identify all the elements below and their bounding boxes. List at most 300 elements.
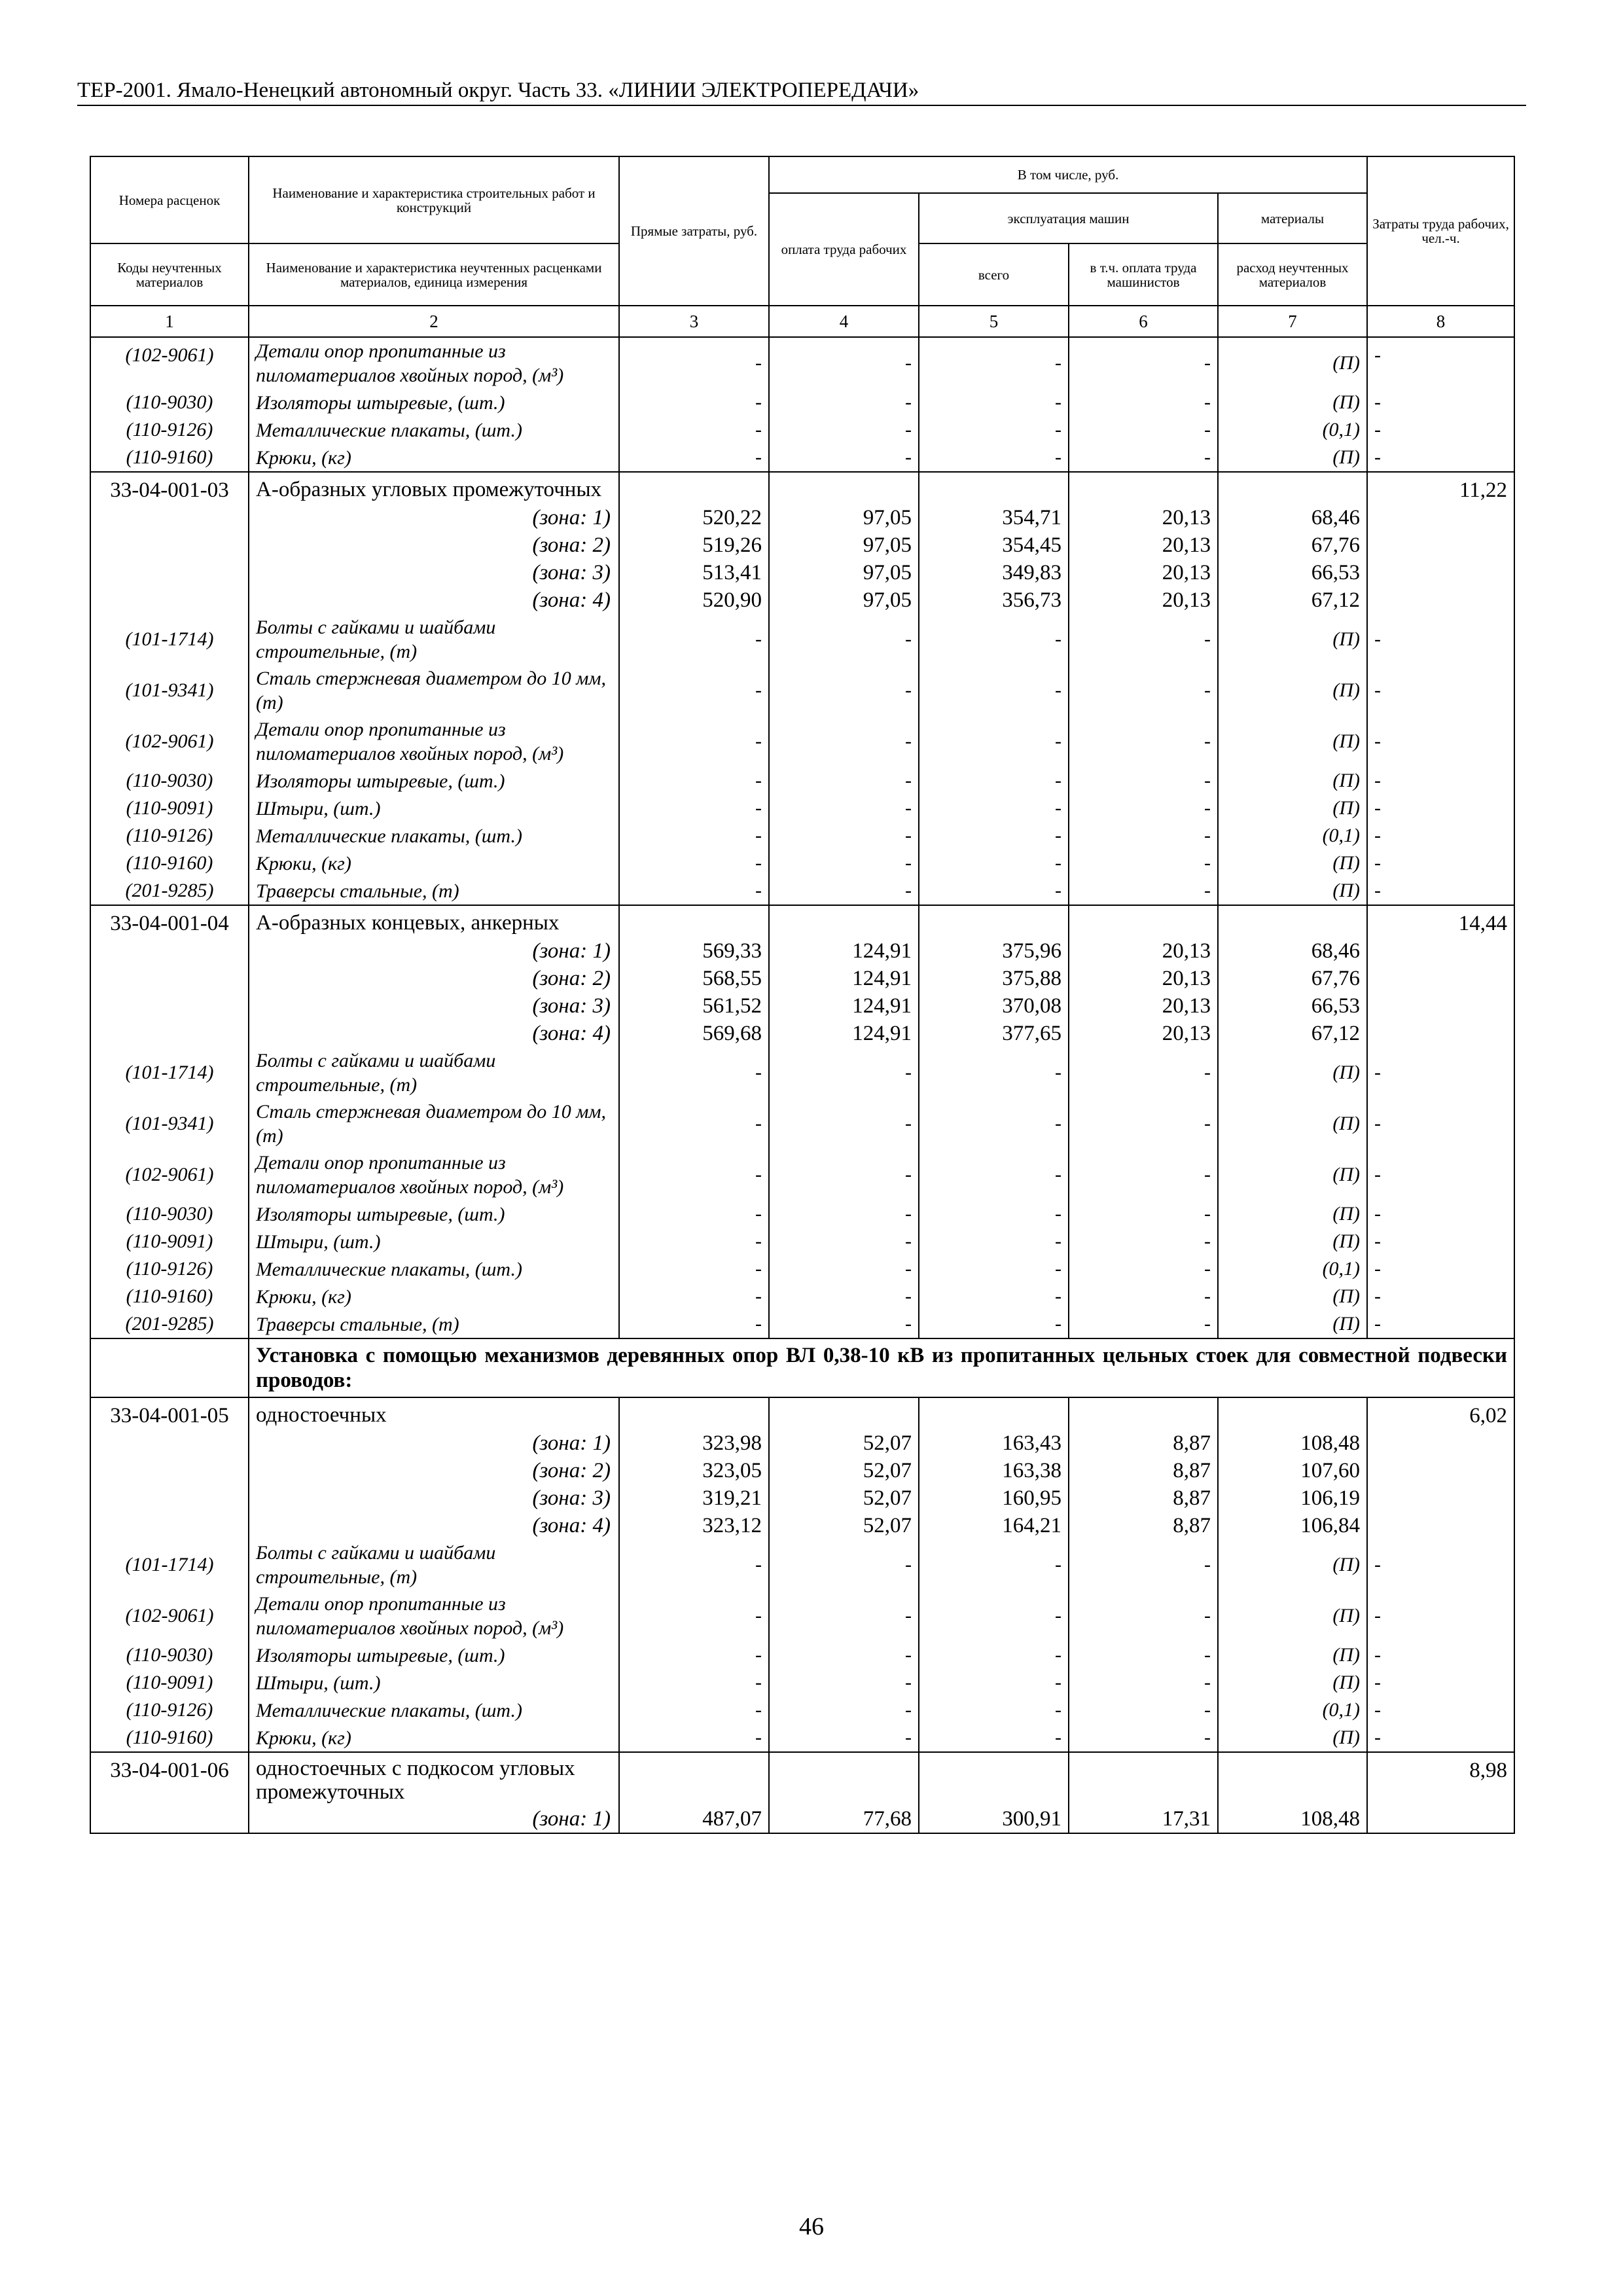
- material-name: Крюки, (кг): [249, 1724, 619, 1752]
- page-header: ТЕР-2001. Ямало-Ненецкий автономный округ. Часть 33. «ЛИНИИ ЭЛЕКТРОПЕРЕДАЧИ»: [77, 79, 919, 102]
- empty-cell: [1367, 1429, 1514, 1457]
- direct-costs: 568,55: [619, 965, 769, 992]
- dash-cell: -: [769, 1696, 919, 1724]
- material-row: [90, 444, 1514, 472]
- direct-costs: 487,07: [619, 1805, 769, 1833]
- material-name: Штыри, (шт.): [249, 1669, 619, 1696]
- material-code: (110-9030): [90, 767, 249, 795]
- empty-cell: [1069, 1752, 1218, 1805]
- machinist-pay: 20,13: [1069, 531, 1218, 559]
- machine-total: 354,71: [919, 504, 1069, 531]
- zone-row: [90, 937, 1514, 965]
- dash-cell: -: [1367, 416, 1514, 444]
- dash-cell: -: [769, 767, 919, 795]
- dash-cell: -: [1367, 1310, 1514, 1338]
- material-code: (110-9160): [90, 1283, 249, 1310]
- direct-costs: 561,52: [619, 992, 769, 1020]
- dash-cell: -: [769, 614, 919, 665]
- material-row: [90, 1200, 1514, 1228]
- machine-total: 375,96: [919, 937, 1069, 965]
- material-code: (110-9160): [90, 1724, 249, 1752]
- material-row: [90, 767, 1514, 795]
- empty-cell: [1218, 1752, 1367, 1805]
- rate-title: одностоечных с подкосом угловых промежуточных: [249, 1752, 619, 1805]
- zone-row: [90, 1020, 1514, 1047]
- dash-cell: -: [619, 1098, 769, 1149]
- labor-pay: 124,91: [769, 965, 919, 992]
- empty-cell: [1367, 1512, 1514, 1539]
- material-row: [90, 1669, 1514, 1696]
- material-usage: (П): [1218, 614, 1367, 665]
- dash-cell: -: [919, 665, 1069, 716]
- material-usage: (П): [1218, 1310, 1367, 1338]
- table-body: [90, 337, 1514, 1833]
- dash-cell: -: [769, 1724, 919, 1752]
- dash-cell: -: [1367, 1590, 1514, 1641]
- material-name: Детали опор пропитанные из пиломатериалов хвойных пород, (м³): [249, 1590, 619, 1641]
- dash-cell: -: [1069, 1200, 1218, 1228]
- materials-cost: 67,12: [1218, 586, 1367, 614]
- material-row: [90, 337, 1514, 389]
- material-name: Крюки, (кг): [249, 850, 619, 877]
- table-header: [90, 156, 1514, 337]
- empty-cell: [1069, 1397, 1218, 1429]
- materials-cost: 68,46: [1218, 937, 1367, 965]
- dash-cell: -: [919, 1641, 1069, 1669]
- empty-cell: [90, 1512, 249, 1539]
- material-row: [90, 1590, 1514, 1641]
- material-usage: (П): [1218, 1641, 1367, 1669]
- zone-label: (зона: 2): [249, 1457, 619, 1484]
- dash-cell: -: [1367, 1669, 1514, 1696]
- material-code: (201-9285): [90, 1310, 249, 1338]
- materials-cost: 66,53: [1218, 992, 1367, 1020]
- dash-cell: -: [919, 1200, 1069, 1228]
- dash-cell: -: [919, 337, 1069, 389]
- empty-cell: [619, 1752, 769, 1805]
- dash-cell: -: [919, 1696, 1069, 1724]
- material-row: [90, 877, 1514, 905]
- material-name: Изоляторы штыревые, (шт.): [249, 1200, 619, 1228]
- empty-cell: [1069, 905, 1218, 937]
- dash-cell: -: [1367, 767, 1514, 795]
- material-usage: (П): [1218, 1098, 1367, 1149]
- dash-cell: -: [619, 850, 769, 877]
- dash-cell: -: [769, 1228, 919, 1255]
- material-usage: (П): [1218, 1149, 1367, 1200]
- header-labor-pay: оплата труда рабочих: [769, 193, 919, 306]
- material-usage: (П): [1218, 1724, 1367, 1752]
- rate-title: А-образных угловых промежуточных: [249, 472, 619, 504]
- machinist-pay: 20,13: [1069, 1020, 1218, 1047]
- dash-cell: -: [1367, 1200, 1514, 1228]
- material-row: [90, 1310, 1514, 1338]
- dash-cell: -: [619, 795, 769, 822]
- header-material-name: Наименование и характеристика неучтенных расценками материалов, единица измерения: [249, 243, 619, 306]
- material-name: Металлические плакаты, (шт.): [249, 1255, 619, 1283]
- zone-label: (зона: 1): [249, 1429, 619, 1457]
- header-rate-number: Номера расценок: [90, 156, 249, 243]
- header-material-usage: расход неучтенных материалов: [1218, 243, 1367, 306]
- empty-cell: [1069, 472, 1218, 504]
- dash-cell: -: [1069, 1590, 1218, 1641]
- dash-cell: -: [1367, 1047, 1514, 1098]
- dash-cell: -: [619, 1696, 769, 1724]
- dash-cell: -: [919, 795, 1069, 822]
- material-usage: (0,1): [1218, 822, 1367, 850]
- material-row: [90, 1283, 1514, 1310]
- material-usage: (П): [1218, 767, 1367, 795]
- dash-cell: -: [619, 1255, 769, 1283]
- dash-cell: -: [1069, 1283, 1218, 1310]
- empty-cell: [619, 905, 769, 937]
- material-name: Металлические плакаты, (шт.): [249, 416, 619, 444]
- empty-cell: [769, 1752, 919, 1805]
- dash-cell: -: [619, 1310, 769, 1338]
- dash-cell: -: [769, 1149, 919, 1200]
- material-usage: (П): [1218, 1228, 1367, 1255]
- empty-cell: [1367, 1020, 1514, 1047]
- dash-cell: -: [919, 767, 1069, 795]
- dash-cell: -: [1367, 1696, 1514, 1724]
- dash-cell: -: [1367, 614, 1514, 665]
- empty-cell: [919, 472, 1069, 504]
- dash-cell: -: [919, 1283, 1069, 1310]
- empty-cell: [919, 905, 1069, 937]
- labor-costs: 14,44: [1367, 905, 1514, 937]
- dash-cell: -: [919, 716, 1069, 767]
- header-material-code: Коды неучтенных материалов: [90, 243, 249, 306]
- dash-cell: -: [619, 1724, 769, 1752]
- dash-cell: -: [1367, 665, 1514, 716]
- machine-total: 354,45: [919, 531, 1069, 559]
- material-row: [90, 1047, 1514, 1098]
- material-name: Изоляторы штыревые, (шт.): [249, 1641, 619, 1669]
- dash-cell: -: [919, 389, 1069, 416]
- material-usage: (П): [1218, 1669, 1367, 1696]
- rate-row: [90, 1397, 1514, 1429]
- header-work-name: Наименование и характеристика строительных работ и конструкций: [249, 156, 619, 243]
- material-name: Изоляторы штыревые, (шт.): [249, 767, 619, 795]
- dash-cell: -: [619, 1047, 769, 1098]
- labor-costs: 8,98: [1367, 1752, 1514, 1805]
- machinist-pay: 17,31: [1069, 1805, 1218, 1833]
- material-usage: (П): [1218, 1590, 1367, 1641]
- empty-cell: [90, 1805, 249, 1833]
- materials-cost: 106,19: [1218, 1484, 1367, 1512]
- machine-total: 370,08: [919, 992, 1069, 1020]
- rate-code: 33-04-001-06: [90, 1752, 249, 1805]
- materials-cost: 67,12: [1218, 1020, 1367, 1047]
- empty-cell: [769, 1397, 919, 1429]
- material-code: (110-9091): [90, 1228, 249, 1255]
- material-name: Болты с гайками и шайбами строительные, (т): [249, 1047, 619, 1098]
- zone-label: (зона: 4): [249, 1020, 619, 1047]
- material-name: Металлические плакаты, (шт.): [249, 1696, 619, 1724]
- empty-cell: [90, 1429, 249, 1457]
- material-code: (110-9126): [90, 822, 249, 850]
- empty-cell: [1218, 1397, 1367, 1429]
- dash-cell: -: [1069, 1539, 1218, 1590]
- dash-cell: -: [919, 822, 1069, 850]
- dash-cell: -: [1069, 1149, 1218, 1200]
- material-name: Сталь стержневая диаметром до 10 мм, (т): [249, 665, 619, 716]
- zone-row: [90, 531, 1514, 559]
- dash-cell: -: [919, 444, 1069, 472]
- machine-total: 160,95: [919, 1484, 1069, 1512]
- column-number: 5: [919, 306, 1069, 337]
- dash-cell: -: [1069, 822, 1218, 850]
- machine-total: 356,73: [919, 586, 1069, 614]
- dash-cell: -: [1367, 822, 1514, 850]
- material-usage: (П): [1218, 1047, 1367, 1098]
- zone-label: (зона: 3): [249, 1484, 619, 1512]
- dash-cell: -: [1069, 1098, 1218, 1149]
- labor-pay: 52,07: [769, 1457, 919, 1484]
- materials-cost: 67,76: [1218, 965, 1367, 992]
- labor-pay: 77,68: [769, 1805, 919, 1833]
- material-name: Сталь стержневая диаметром до 10 мм, (т): [249, 1098, 619, 1149]
- machine-total: 300,91: [919, 1805, 1069, 1833]
- dash-cell: -: [769, 444, 919, 472]
- dash-cell: -: [769, 822, 919, 850]
- dash-cell: -: [1069, 850, 1218, 877]
- dash-cell: -: [919, 877, 1069, 905]
- dash-cell: -: [919, 1047, 1069, 1098]
- machine-total: 375,88: [919, 965, 1069, 992]
- dash-cell: -: [769, 337, 919, 389]
- header-direct-costs: Прямые затраты, руб.: [619, 156, 769, 306]
- dash-cell: -: [919, 1669, 1069, 1696]
- machinist-pay: 20,13: [1069, 992, 1218, 1020]
- dash-cell: -: [919, 416, 1069, 444]
- labor-pay: 124,91: [769, 1020, 919, 1047]
- empty-cell: [919, 1397, 1069, 1429]
- zone-row: [90, 1805, 1514, 1833]
- empty-cell: [1367, 1457, 1514, 1484]
- material-code: (110-9160): [90, 444, 249, 472]
- dash-cell: -: [1069, 337, 1218, 389]
- material-row: [90, 1724, 1514, 1752]
- material-code: (110-9030): [90, 389, 249, 416]
- material-code: (101-1714): [90, 1539, 249, 1590]
- machinist-pay: 8,87: [1069, 1429, 1218, 1457]
- materials-cost: 107,60: [1218, 1457, 1367, 1484]
- direct-costs: 569,68: [619, 1020, 769, 1047]
- material-code: (110-9030): [90, 1641, 249, 1669]
- material-row: [90, 1641, 1514, 1669]
- dash-cell: -: [919, 1149, 1069, 1200]
- zone-label: (зона: 1): [249, 1805, 619, 1833]
- direct-costs: 520,22: [619, 504, 769, 531]
- dash-cell: -: [1069, 1724, 1218, 1752]
- empty-cell: [90, 1020, 249, 1047]
- dash-cell: -: [769, 1283, 919, 1310]
- material-row: [90, 1255, 1514, 1283]
- zone-row: [90, 1429, 1514, 1457]
- zone-label: (зона: 3): [249, 559, 619, 586]
- machine-total: 349,83: [919, 559, 1069, 586]
- empty-cell: [1367, 531, 1514, 559]
- dash-cell: -: [1367, 1283, 1514, 1310]
- material-usage: (П): [1218, 795, 1367, 822]
- material-code: (110-9091): [90, 1669, 249, 1696]
- header-machine-use: эксплуатация машин: [919, 193, 1218, 243]
- material-row: [90, 665, 1514, 716]
- direct-costs: 513,41: [619, 559, 769, 586]
- empty-cell: [90, 1484, 249, 1512]
- machinist-pay: 20,13: [1069, 559, 1218, 586]
- dash-cell: -: [619, 1200, 769, 1228]
- labor-costs: 6,02: [1367, 1397, 1514, 1429]
- dash-cell: -: [1367, 389, 1514, 416]
- dash-cell: -: [1069, 1047, 1218, 1098]
- dash-cell: -: [769, 389, 919, 416]
- material-name: Штыри, (шт.): [249, 795, 619, 822]
- material-usage: (0,1): [1218, 1255, 1367, 1283]
- empty-cell: [1367, 559, 1514, 586]
- material-row: [90, 614, 1514, 665]
- empty-cell: [1367, 992, 1514, 1020]
- material-row: [90, 1696, 1514, 1724]
- labor-pay: 52,07: [769, 1484, 919, 1512]
- header-machine-total: всего: [919, 243, 1069, 306]
- machine-total: 164,21: [919, 1512, 1069, 1539]
- dash-cell: -: [619, 1283, 769, 1310]
- page-number: 46: [799, 2213, 824, 2240]
- dash-cell: -: [769, 1098, 919, 1149]
- dash-cell: -: [1367, 1098, 1514, 1149]
- dash-cell: -: [919, 614, 1069, 665]
- zone-row: [90, 992, 1514, 1020]
- zone-label: (зона: 1): [249, 504, 619, 531]
- direct-costs: 520,90: [619, 586, 769, 614]
- header-including: В том числе, руб.: [769, 156, 1367, 193]
- machinist-pay: 20,13: [1069, 586, 1218, 614]
- labor-pay: 124,91: [769, 992, 919, 1020]
- column-number: 7: [1218, 306, 1367, 337]
- machinist-pay: 8,87: [1069, 1512, 1218, 1539]
- dash-cell: -: [919, 1098, 1069, 1149]
- header-materials: материалы: [1218, 193, 1367, 243]
- labor-pay: 97,05: [769, 586, 919, 614]
- material-name: Болты с гайками и шайбами строительные, (т): [249, 614, 619, 665]
- rate-title: А-образных концевых, анкерных: [249, 905, 619, 937]
- material-usage: (П): [1218, 877, 1367, 905]
- dash-cell: -: [769, 850, 919, 877]
- dash-cell: -: [619, 1590, 769, 1641]
- zone-label: (зона: 3): [249, 992, 619, 1020]
- empty-cell: [90, 965, 249, 992]
- material-name: Детали опор пропитанные из пиломатериалов хвойных пород, (м³): [249, 716, 619, 767]
- empty-cell: [1367, 504, 1514, 531]
- materials-cost: 68,46: [1218, 504, 1367, 531]
- empty-cell: [90, 992, 249, 1020]
- zone-label: (зона: 4): [249, 1512, 619, 1539]
- section-heading: Установка с помощью механизмов деревянных опор ВЛ 0,38-10 кВ из пропитанных цельных стоек для совместной подвески проводов:: [249, 1338, 1514, 1397]
- empty-cell: [1367, 937, 1514, 965]
- material-code: (101-9341): [90, 1098, 249, 1149]
- material-name: Траверсы стальные, (т): [249, 1310, 619, 1338]
- materials-cost: 108,48: [1218, 1429, 1367, 1457]
- empty-cell: [1367, 1484, 1514, 1512]
- rates-table: [90, 156, 1515, 1834]
- dash-cell: -: [919, 1724, 1069, 1752]
- machine-total: 163,43: [919, 1429, 1069, 1457]
- labor-costs: 11,22: [1367, 472, 1514, 504]
- dash-cell: -: [1069, 1669, 1218, 1696]
- material-code: (110-9126): [90, 1255, 249, 1283]
- header-rule: [77, 105, 1526, 106]
- direct-costs: 569,33: [619, 937, 769, 965]
- materials-cost: 106,84: [1218, 1512, 1367, 1539]
- rate-row: [90, 472, 1514, 504]
- rate-row: [90, 905, 1514, 937]
- rate-row: [90, 1752, 1514, 1805]
- dash-cell: -: [619, 877, 769, 905]
- dash-cell: -: [1367, 795, 1514, 822]
- dash-cell: -: [619, 1539, 769, 1590]
- dash-cell: -: [769, 1255, 919, 1283]
- material-row: [90, 1098, 1514, 1149]
- dash-cell: -: [619, 444, 769, 472]
- dash-cell: -: [1367, 1255, 1514, 1283]
- dash-cell: -: [619, 716, 769, 767]
- column-numbers-row: [90, 306, 1514, 337]
- empty-cell: [1218, 472, 1367, 504]
- material-code: (110-9091): [90, 795, 249, 822]
- zone-row: [90, 965, 1514, 992]
- material-usage: (П): [1218, 716, 1367, 767]
- dash-cell: -: [1367, 877, 1514, 905]
- dash-cell: -: [1069, 795, 1218, 822]
- dash-cell: -: [769, 1590, 919, 1641]
- machinist-pay: 8,87: [1069, 1484, 1218, 1512]
- material-code: (101-9341): [90, 665, 249, 716]
- machinist-pay: 20,13: [1069, 965, 1218, 992]
- material-row: [90, 716, 1514, 767]
- dash-cell: -: [619, 1228, 769, 1255]
- dash-cell: -: [769, 1641, 919, 1669]
- dash-cell: -: [769, 1310, 919, 1338]
- dash-cell: -: [619, 416, 769, 444]
- material-usage: (0,1): [1218, 416, 1367, 444]
- labor-pay: 124,91: [769, 937, 919, 965]
- dash-cell: -: [1069, 389, 1218, 416]
- zone-row: [90, 586, 1514, 614]
- zone-label: (зона: 4): [249, 586, 619, 614]
- material-usage: (П): [1218, 1200, 1367, 1228]
- column-number: 1: [90, 306, 249, 337]
- empty-cell: [90, 1457, 249, 1484]
- material-row: [90, 1539, 1514, 1590]
- materials-cost: 67,76: [1218, 531, 1367, 559]
- dash-cell: -: [769, 716, 919, 767]
- material-code: (101-1714): [90, 1047, 249, 1098]
- machine-total: 377,65: [919, 1020, 1069, 1047]
- empty-cell: [619, 472, 769, 504]
- dash-cell: -: [1069, 416, 1218, 444]
- dash-cell: -: [1069, 716, 1218, 767]
- dash-cell: -: [769, 795, 919, 822]
- dash-cell: -: [919, 1228, 1069, 1255]
- dash-cell: -: [1367, 444, 1514, 472]
- material-code: (201-9285): [90, 877, 249, 905]
- zone-label: (зона: 1): [249, 937, 619, 965]
- empty-cell: [1218, 905, 1367, 937]
- empty-cell: [90, 504, 249, 531]
- machine-total: 163,38: [919, 1457, 1069, 1484]
